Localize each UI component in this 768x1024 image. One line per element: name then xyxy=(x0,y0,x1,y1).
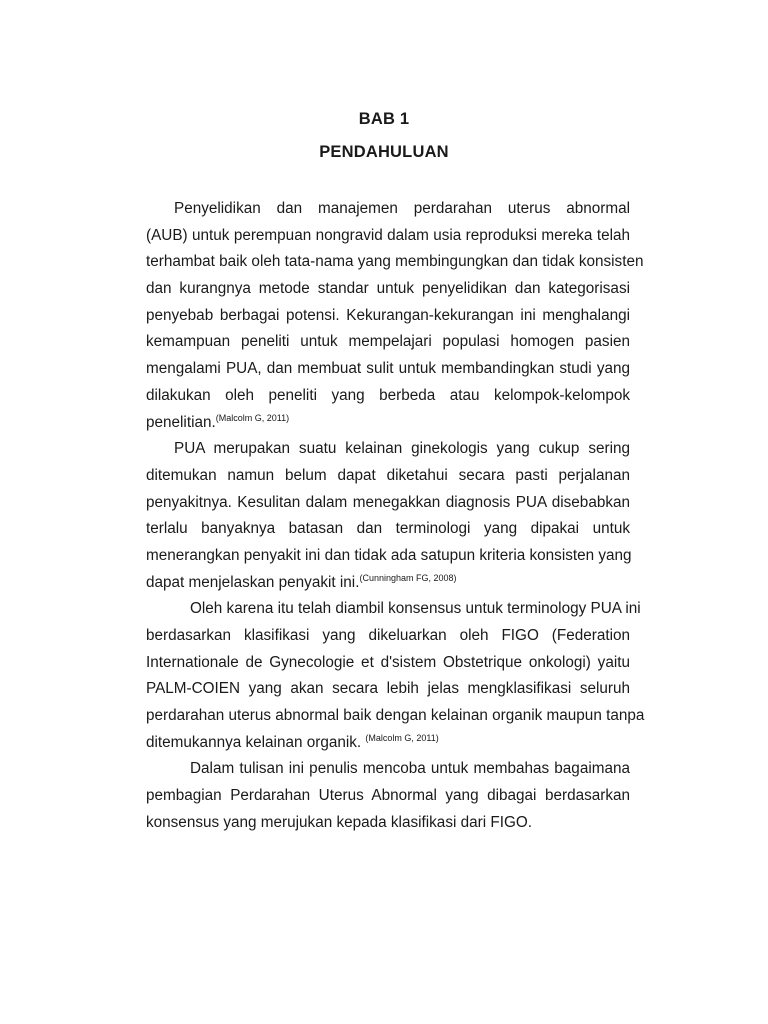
chapter-number: BAB 1 xyxy=(358,110,410,128)
text-line: menerangkan penyakit ini dan tidak ada satupun kriteria konsisten yang xyxy=(146,546,632,564)
text-line: terhambat baik oleh tata-nama yang membingungkan dan tidak konsisten xyxy=(146,253,644,271)
paragraph-purpose xyxy=(146,756,630,836)
text-fragment: dapat menjelaskan penyakit ini. xyxy=(146,573,360,591)
citation: (Malcolm G, 2011) xyxy=(365,732,439,743)
text-line: perdarahan uterus abnormal baik dengan kelainan organik maupun tanpa xyxy=(146,707,645,725)
text-line: kemampuan peneliti untuk mempelajari populasi homogen pasien xyxy=(146,333,630,351)
text-line: mengalami PUA, dan membuat sulit untuk membandingkan studi yang xyxy=(146,360,630,378)
text-fragment: penelitian. xyxy=(146,413,216,431)
text-line: ditemukan namun belum dapat diketahui secara pasti perjalanan xyxy=(146,466,630,484)
text-line: dan kurangnya metode standar untuk penyelidikan dan kategorisasi xyxy=(146,280,630,298)
paragraph-investigation xyxy=(146,196,644,436)
chapter-title: PENDAHULUAN xyxy=(319,143,449,161)
citation: (Cunningham FG, 2008) xyxy=(359,572,457,583)
text-fragment: ditemukannya kelainan organik. xyxy=(146,733,366,751)
text-line-final: konsensus yang merujukan kepada klasifikasi dari FIGO. xyxy=(146,813,533,831)
citation: (Malcolm G, 2011) xyxy=(215,412,290,423)
text-line: penyebab berbagai potensi. Kekurangan-kekurangan ini menghalangi xyxy=(146,306,630,324)
text-line: PUA merupakan suatu kelainan ginekologis yang cukup sering xyxy=(174,440,630,458)
text-line: Penyelidikan dan manajemen perdarahan uterus abnormal xyxy=(174,200,630,217)
text-line: pembagian Perdarahan Uterus Abnormal yang dibagai berdasarkan xyxy=(146,787,630,805)
text-line: Internationale de Gynecologie et d'sistem Obstetrique onkologi) yaitu xyxy=(146,653,630,671)
text-line: Dalam tulisan ini penulis mencoba untuk membahas bagaimana xyxy=(190,760,630,778)
text-line-final xyxy=(146,730,630,757)
text-line: Oleh karena itu telah diambil konsensus untuk terminology PUA ini xyxy=(190,600,641,618)
text-line: penyakitnya. Kesulitan dalam menegakkan diagnosis PUA disebabkan xyxy=(146,493,630,511)
text-line-final xyxy=(146,410,630,437)
paragraph-figo-consensus xyxy=(146,596,645,756)
chapter-body xyxy=(146,196,645,837)
text-line-final xyxy=(146,570,630,597)
text-line: (AUB) untuk perempuan nongravid dalam usia reproduksi mereka telah xyxy=(146,226,630,244)
paragraph-pua-definition xyxy=(146,436,630,596)
text-line: berdasarkan klasifikasi yang dikeluarkan oleh FIGO (Federation xyxy=(146,627,630,644)
text-line: PALM-COIEN yang akan secara lebih jelas mengklasifikasi seluruh xyxy=(146,680,630,698)
text-line: terlalu banyaknya batasan dan terminologi yang dipakai untuk xyxy=(146,520,630,538)
text-line: dilakukan oleh peneliti yang berbeda atau kelompok-kelompok xyxy=(146,386,630,404)
